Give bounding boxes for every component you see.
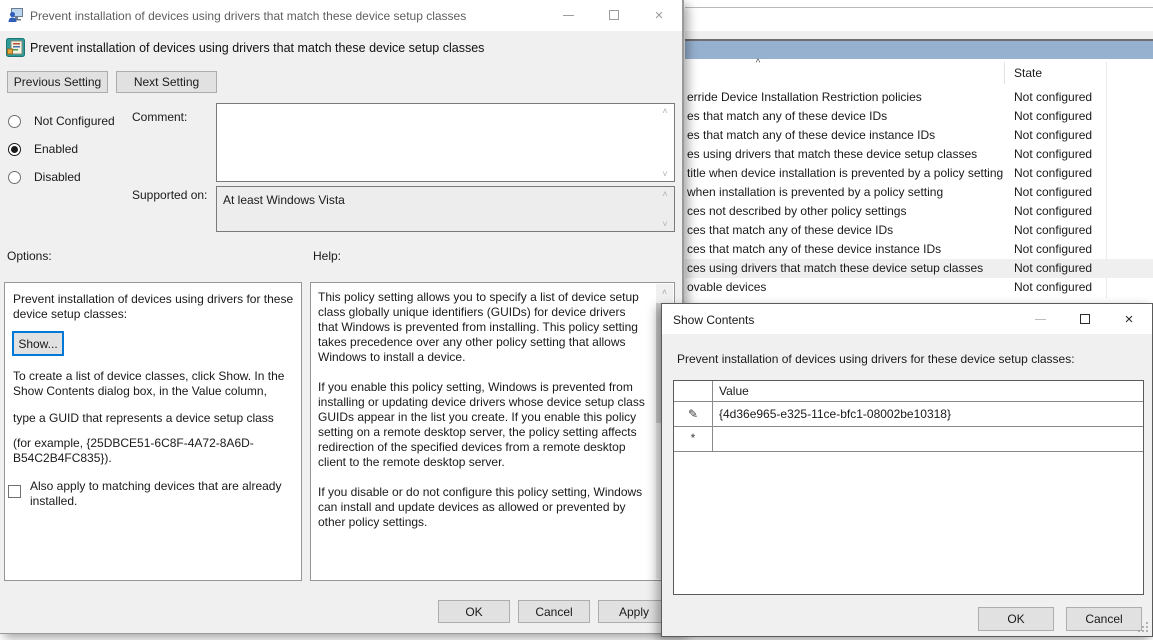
policy-setting-header: Prevent installation of devices using drivers that match these device setup classes — [30, 41, 485, 55]
checkbox-label: Also apply to matching devices that are already installed. — [30, 479, 282, 508]
minimize-icon — [1035, 319, 1046, 320]
policy-name: when installation is prevented by a policy setting — [687, 185, 944, 199]
policy-row[interactable] — [685, 107, 1153, 126]
policy-state: Not configured — [1014, 128, 1093, 142]
maximize-button[interactable] — [1062, 304, 1108, 334]
policy-name: es that match any of these device IDs — [687, 109, 888, 123]
policy-state: Not configured — [1014, 147, 1093, 161]
close-button[interactable] — [636, 0, 682, 30]
sort-ascending-icon[interactable]: ^ — [755, 58, 761, 69]
grid-row-line — [674, 426, 1143, 427]
dialog-titlebar[interactable] — [0, 0, 682, 31]
policy-state: Not configured — [1014, 204, 1093, 218]
grid-column-line — [712, 381, 713, 451]
policy-state: Not configured — [1014, 166, 1093, 180]
selected-node-band — [685, 41, 1153, 59]
comment-textarea[interactable] — [216, 103, 675, 182]
previous-setting-button[interactable]: Previous Setting — [7, 71, 108, 93]
policy-state: Not configured — [1014, 90, 1093, 104]
supported-on-value: At least Windows Vista — [223, 193, 345, 207]
policy-name: es using drivers that match these device setup classes — [687, 147, 978, 161]
policy-row[interactable] — [685, 145, 1153, 164]
cancel-button[interactable]: Cancel — [518, 600, 590, 623]
radio-label: Enabled — [34, 142, 79, 156]
minimize-button[interactable] — [1017, 304, 1063, 334]
row-edit-pencil-icon: ✎ — [687, 407, 699, 421]
options-para3: (for example, {25DBCE51-6C8F-4A72-8A6D-B54C2B4FC835}). — [13, 436, 254, 465]
close-button[interactable] — [1106, 304, 1152, 334]
minimize-button[interactable] — [545, 0, 591, 30]
ok-button[interactable]: OK — [978, 607, 1054, 631]
maximize-button[interactable] — [591, 0, 637, 30]
new-row-asterisk-icon: * — [690, 431, 696, 445]
show-contents-label: Prevent installation of devices using drivers for these device setup classes: — [677, 352, 1075, 366]
scroll-up-icon[interactable]: ˄ — [662, 189, 668, 199]
radio-circle — [8, 171, 21, 184]
policy-setting-icon — [6, 38, 25, 57]
policy-row[interactable] — [685, 240, 1153, 259]
options-para1: To create a list of device classes, click Show. In the Show Contents dialog box, in the Value column, — [13, 369, 285, 398]
help-label: Help: — [313, 249, 342, 263]
policy-state: Not configured — [1014, 185, 1093, 199]
help-text — [318, 290, 648, 545]
help-paragraph: If you disable or do not configure this policy setting, Windows can install and update devices as allowed or prevented by other policy settings. — [318, 485, 643, 529]
value-grid — [673, 380, 1144, 595]
policy-row[interactable] — [685, 164, 1153, 183]
scroll-up-icon[interactable]: ˄ — [661, 287, 668, 297]
pane-divider — [685, 7, 1153, 8]
policy-name: erride Device Installation Restriction policies — [687, 90, 922, 104]
maximize-icon — [609, 10, 619, 20]
show-contents-dialog — [661, 303, 1153, 637]
comment-label: Comment: — [132, 110, 188, 124]
dialog-title: Prevent installation of devices using drivers that match these device setup classes — [30, 9, 467, 23]
comment-scrollbar[interactable] — [658, 106, 672, 179]
apply-button[interactable]: Apply — [598, 600, 670, 623]
close-icon: × — [654, 6, 664, 24]
checkbox-unchecked[interactable] — [8, 485, 21, 498]
policy-state: Not configured — [1014, 280, 1093, 294]
supported-scrollbar[interactable] — [658, 189, 672, 229]
ok-button[interactable]: OK — [438, 600, 510, 623]
policy-row-selected[interactable] — [685, 259, 1153, 278]
help-paragraph: If you enable this policy setting, Windows is prevented from installing or updating device drivers whose device setup class GUIDs appear in the list you create. If you enable this policy setting on a remote desktop server, the policy setting affects redirection of the specified devices from a remote desktop client to the remote desktop server. — [318, 380, 645, 469]
policy-name: title when device installation is prevented by a policy setting — [687, 166, 1004, 180]
show-button[interactable]: Show... — [12, 331, 64, 356]
next-setting-button[interactable]: Next Setting — [116, 71, 217, 93]
close-icon: × — [1124, 310, 1134, 328]
group-policy-icon — [8, 7, 24, 23]
supported-on-label: Supported on: — [132, 188, 208, 202]
scroll-down-icon[interactable]: ˅ — [662, 219, 668, 229]
options-para2: type a GUID that represents a device setup class — [13, 411, 274, 425]
policy-row[interactable] — [685, 88, 1153, 107]
cancel-button[interactable]: Cancel — [1066, 607, 1142, 631]
policy-row[interactable] — [685, 221, 1153, 240]
policy-row[interactable] — [685, 183, 1153, 202]
radio-circle — [8, 115, 21, 128]
help-panel — [310, 282, 675, 581]
column-separator[interactable] — [1004, 62, 1005, 84]
maximize-icon — [1080, 314, 1090, 324]
policy-name: ces that match any of these device instance IDs — [687, 242, 942, 256]
state-column-header[interactable]: State — [1014, 66, 1043, 80]
policy-state: Not configured — [1014, 109, 1093, 123]
options-label: Options: — [7, 249, 52, 263]
policy-name: ces that match any of these device IDs — [687, 223, 894, 237]
policy-row[interactable] — [685, 202, 1153, 221]
radio-label: Not Configured — [34, 114, 115, 128]
radio-label: Disabled — [34, 170, 81, 184]
radio-circle-checked — [8, 143, 21, 156]
grid-header-line — [674, 401, 1143, 402]
policy-state: Not configured — [1014, 242, 1093, 256]
policy-name: ovable devices — [687, 280, 767, 294]
policy-row[interactable] — [685, 278, 1153, 297]
value-column-header[interactable]: Value — [719, 384, 749, 398]
resize-grip[interactable] — [1137, 621, 1149, 633]
policy-name: ces not described by other policy settings — [687, 204, 907, 218]
toolbar-strip — [685, 31, 1153, 39]
guid-value-cell[interactable]: {4d36e965-e325-11ce-bfc1-08002be10318} — [719, 407, 951, 421]
show-contents-title: Show Contents — [673, 313, 755, 327]
policy-name: ces using drivers that match these device setup classes — [687, 261, 984, 275]
options-intro: Prevent installation of devices using drivers for these device setup classes: — [13, 292, 294, 321]
policy-row[interactable] — [685, 126, 1153, 145]
options-panel — [4, 282, 302, 581]
scroll-down-icon[interactable]: ˅ — [662, 169, 668, 179]
scroll-up-icon[interactable]: ˄ — [662, 106, 668, 116]
show-contents-titlebar[interactable] — [662, 304, 1152, 334]
grid-row-line — [674, 451, 1143, 452]
minimize-icon — [563, 15, 574, 16]
supported-on-box — [216, 186, 675, 232]
policy-state: Not configured — [1014, 223, 1093, 237]
policy-name: es that match any of these device instance IDs — [687, 128, 936, 142]
policy-state: Not configured — [1014, 261, 1093, 275]
help-paragraph: This policy setting allows you to specify a list of device setup class globally unique identifiers (GUIDs) for device drivers that Windows is prevented from installing. This policy setting takes precedence over any other policy setting that allows Windows to install a device. — [318, 290, 639, 364]
